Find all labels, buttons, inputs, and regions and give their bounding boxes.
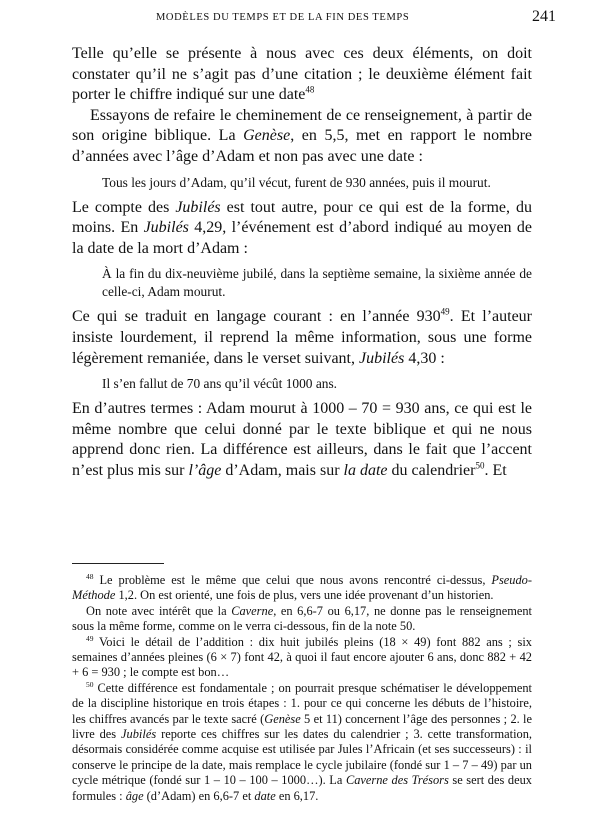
paragraph-5: En d’autres termes : Adam mourut à 1000 – 70 = 930 ans, ce qui est le même nombre que celui donné par le texte biblique et qui ne nous apprend donc rien. La différence est ailleurs, dans le fait que l’accent n’est plus mis sur l’âge d’Adam, mais sur la date du calendrier$^{50}$. Et [72,400,532,479]
paragraph-1: Telle qu’elle se présente à nous avec ces deux éléments, on doit constater qu’il ne s’agit pas d’une citation ; le deuxième élément fait porter le chiffre indiqué sur une date$^{48}$ [72,45,532,104]
footnote-50: $^{50}$ Cette différence est fondamentale ; on pourrait presque schématiser le développement de la discipline historique en trois étapes : 1. pour ce qui concerne les débuts de l’histoire, les chiffres avancés par le texte sacré (Genèse 5 et 11) concernent l’âge des personnes ; 2. le livre des Jubilés reporte ces chiffres sur les dates du calendrier ; 3. cette transformation, désormais considérée comme acquise est utilisée par Jules l’Africain (et ses successeurs) : il conserve le principe de la date, mais remplace le cycle jubilaire (fondé sur 1 – 7 – 49) par un cycle métrique (fondé sur 1 – 10 – 100 – 1000…). La Caverne des Trésors se sert des deux formules : âge (d’Adam) en 6,6-7 et date en 6,17. [72,679,533,803]
footnote-48-continued: On note avec intérêt que la Caverne, en 6,6-7 ou 6,17, ne donne pas le renseignement sous la même forme, comme on le verra ci-dessous, fin de la note 50. [72,603,532,634]
quote-genesis: Tous les jours d’Adam, qu’il vécut, furent de 930 années, puis il mourut. [102,174,491,190]
running-header [0,8,592,30]
footnote-49: $^{49}$ Voici le détail de l’addition : dix huit jubilés pleins (18 × 49) font 882 ans ; six semaines d’années pleines (6 × 7) font 42, à quoi il faut encore ajouter 6 ans, donc 882 + 42 + 6 = 930 ; le compte est bon… [72,633,532,680]
footnote-separator [72,563,164,564]
quote-jubilees-4-30: Il s’en fallut de 70 ans qu’il vécût 1000 ans. [102,376,338,392]
paragraph-2: Essayons de refaire le cheminement de ce renseignement, à partir de son origine biblique. La Genèse, en 5,5, met en rapport le nombre d’années avec l’âge d’Adam et non pas avec une date : [72,106,532,165]
footnotes [72,573,532,804]
footnote-ref-49[interactable]: 49 [440,307,450,318]
page-number: 241 [532,8,556,25]
running-title: MODÈLES DU TEMPS ET DE LA FIN DES TEMPS [156,12,410,23]
footnote-ref-48[interactable]: 48 [305,84,315,95]
footnote-ref-50[interactable]: 50 [475,460,485,471]
paragraph-4: Ce qui se traduit en langage courant : en l’année $930^{49}$. Et l’auteur insiste lourdement, il reprend la même information, sous une forme légèrement remaniée, dans le verset suivant, Jubilés 4,30 : [72,307,533,367]
quote-jubilees-4-29: À la fin du dix-neuvième jubilé, dans la septième semaine, la sixième année de celle-ci, Adam mourut. [102,266,532,300]
paragraph-3: Le compte des Jubilés est tout autre, pour ce qui est de la forme, du moins. En Jubilés 4,29, l’événement est d’abord indiqué au moyen de la date de la mort d’Adam : [72,198,532,257]
main-text [72,44,532,482]
footnote-48: $^{48}$ Le problème est le même que celui que nous avons rencontré ci-dessus, Pseudo-Méthode 1,2. On est orienté, une fois de plus, vers une idée provenant d’un historien. [72,571,532,603]
